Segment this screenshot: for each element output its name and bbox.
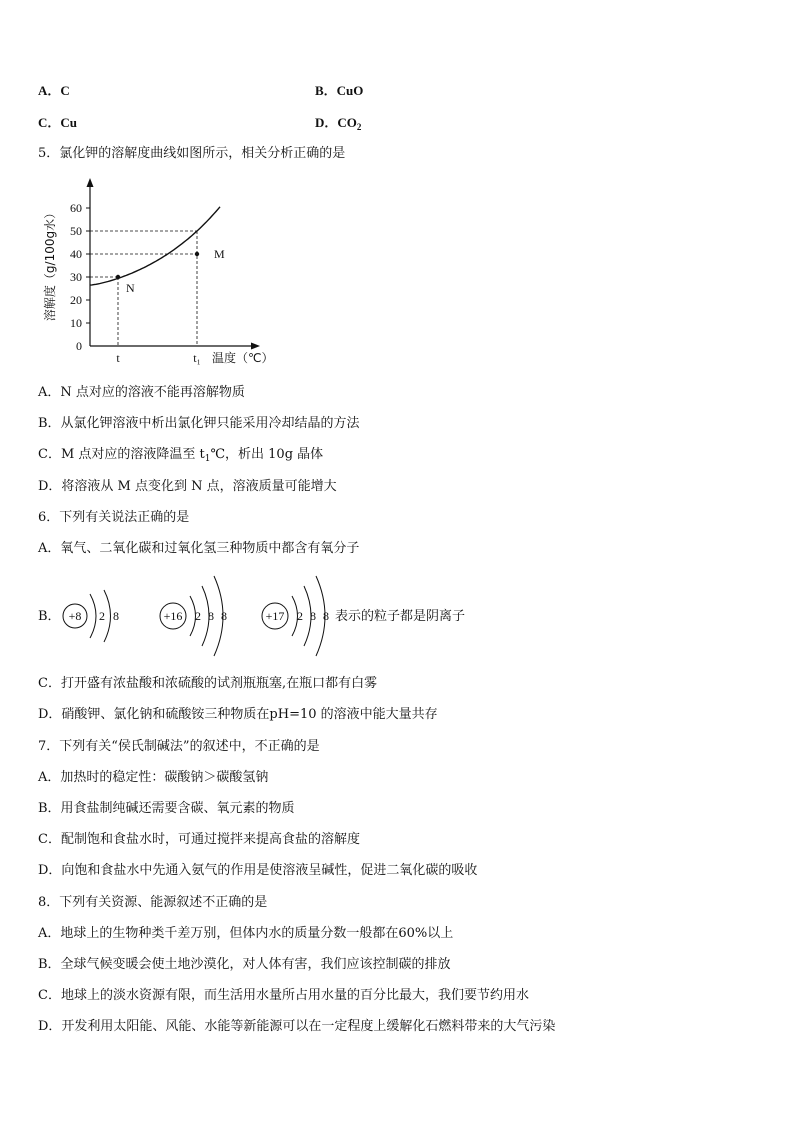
point-label-N: N	[126, 281, 135, 295]
q4-option-a-label: A．	[38, 83, 61, 98]
y-tick-label: 50	[70, 224, 82, 238]
atom-diagram-chlorine	[260, 570, 336, 665]
q4-option-c-text: Cu	[60, 115, 78, 130]
q5-option-c	[38, 446, 323, 468]
q4-option-b-text: CuO	[336, 83, 364, 98]
y-tick-label: 30	[70, 270, 82, 284]
q8-stem: 8．下列有关资源、能源叙述不正确的是	[38, 895, 268, 910]
q5-option-b: B．从氯化钾溶液中析出氯化钾只能采用冷却结晶的方法	[38, 416, 360, 431]
shell-electron-count: 8	[208, 609, 214, 623]
shell-electron-count: 2	[99, 609, 105, 623]
shell-electron-count: 2	[297, 609, 303, 623]
x-axis-arrow	[251, 343, 260, 350]
shell-electron-count: 8	[310, 609, 316, 623]
q6-stem: 6．下列有关说法正确的是	[38, 510, 190, 525]
q5-option-c-pre: C．M 点对应的溶液降温至 t	[38, 447, 205, 462]
q4-option-c	[38, 114, 77, 133]
x-ticks	[116, 351, 200, 365]
q7-option-c: C．配制饱和食盐水时，可通过搅拌来提高食盐的溶解度	[38, 832, 360, 847]
q4-option-a-text: C	[60, 83, 70, 98]
y-ticks	[70, 201, 90, 353]
x-axis-label: 温度（℃）	[212, 351, 274, 365]
q8-option-a: A．地球上的生物种类千差万别，但体内水的质量分数一般都在60%以上	[38, 926, 454, 941]
q6-option-b-label: B．	[38, 609, 61, 624]
q4-option-d-subscript: 2	[356, 122, 362, 132]
nucleus-charge: +16	[163, 609, 183, 623]
q8-option-d: D．开发利用太阳能、风能、水能等新能源可以在一定程度上缓解化石燃料带来的大气污染	[38, 1019, 556, 1034]
q7-option-b: B．用食盐制纯碱还需要含碳、氧元素的物质	[38, 801, 295, 816]
q6-option-d: D．硝酸钾、氯化钠和硫酸铵三种物质在pH=10 的溶液中能大量共存	[38, 707, 438, 722]
q5-option-c-post: ℃，析出 10g 晶体	[210, 447, 324, 462]
q6-option-c: C．打开盛有浓盐酸和浓硫酸的试剂瓶瓶塞,在瓶口都有白雾	[38, 676, 378, 691]
x-tick-label: t₁	[193, 351, 201, 365]
nucleus-charge: +17	[265, 609, 285, 623]
shell-electron-count: 8	[323, 609, 329, 623]
q4-option-d-text: CO	[337, 115, 357, 130]
electron-shell-arc	[90, 594, 96, 638]
q4-option-d	[315, 114, 361, 136]
q7-option-d: D．向饱和食盐水中先通入氨气的作用是使溶液呈碱性，促进二氧化碳的吸收	[38, 863, 478, 878]
shell-electron-count: 2	[195, 609, 201, 623]
point-N	[116, 275, 120, 279]
y-tick-label: 40	[70, 247, 82, 261]
q5-option-d: D．将溶液从 M 点变化到 N 点，溶液质量可能增大	[38, 479, 337, 494]
shell-electron-count: 8	[221, 609, 227, 623]
y-axis-label: 溶解度（g/100g水）	[43, 206, 57, 322]
y-tick-label: 0	[76, 339, 82, 353]
y-tick-label: 10	[70, 316, 82, 330]
point-label-M: M	[214, 247, 225, 261]
q4-option-b-label: B．	[315, 83, 337, 98]
y-tick-label: 20	[70, 293, 82, 307]
q8-option-c: C．地球上的淡水资源有限，而生活用水量所占用水量的百分比最大，我们要节约用水	[38, 988, 529, 1003]
q4-option-b	[315, 82, 363, 101]
q5-option-a: A．N 点对应的溶液不能再溶解物质	[38, 385, 245, 400]
q4-option-c-label: C．	[38, 115, 61, 130]
solubility-chart	[40, 174, 290, 374]
shell-electron-count: 8	[113, 609, 119, 623]
q5-stem: 5．氯化钾的溶解度曲线如图所示，相关分析正确的是	[38, 146, 346, 161]
x-tick-label: t	[116, 351, 120, 365]
q6-option-b-suffix: 表示的粒子都是阴离子	[335, 609, 466, 624]
atom-diagram-oxygen	[60, 570, 132, 665]
y-tick-label: 60	[70, 201, 82, 215]
q7-option-a: A．加热时的稳定性：碳酸钠＞碳酸氢钠	[38, 770, 269, 785]
q5-option-c-subscript: 1	[204, 454, 211, 464]
q8-option-b: B．全球气候变暖会使土地沙漠化，对人体有害，我们应该控制碳的排放	[38, 957, 451, 972]
solubility-curve	[90, 207, 220, 285]
q4-option-d-label: D．	[315, 115, 338, 130]
guide-lines	[90, 231, 197, 346]
atom-diagram-sulfur	[158, 570, 240, 665]
q6-option-a: A．氧气、二氧化碳和过氧化氢三种物质中都含有氧分子	[38, 541, 360, 556]
q7-stem: 7．下列有关“侯氏制碱法”的叙述中，不正确的是	[38, 739, 320, 754]
q4-option-a	[38, 82, 70, 101]
point-M	[195, 252, 199, 256]
y-axis-arrow	[87, 178, 94, 187]
nucleus-charge: +8	[68, 609, 82, 623]
